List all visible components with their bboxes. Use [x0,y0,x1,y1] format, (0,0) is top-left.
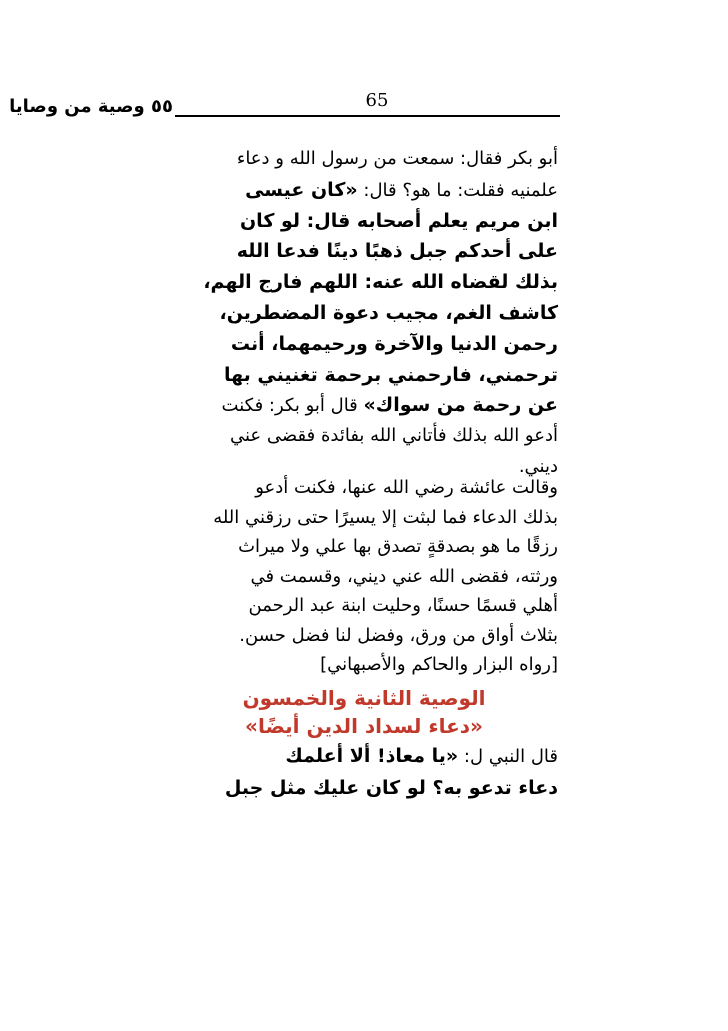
bold-text: «كان عيسى [245,178,358,201]
text-line: وقالت عائشة رضي الله عنها، فكنت أدعو [255,477,558,498]
bold-text: كاشف الغم، مجيب دعوة المضطرين، [219,301,558,324]
text-line [170,175,558,206]
bold-text: ابن مريم يعلم أصحابه قال: لو كان [239,209,558,232]
text-line: أهلي قسمًا حسنًا، وحليت ابنة عبد الرحمن [248,595,558,616]
text-span: قال النبي ل: [458,746,558,767]
bold-text: رحمن الدنيا والآخرة ورحيمهما، أنت [230,332,558,355]
section-heading: الوصية الثانية والخمسون [242,686,486,710]
text-span: علمنيه فقلت: ما هو؟ قال: [357,179,558,201]
bold-text: بذلك لقضاه الله عنه: اللهم فارج الهم، [203,271,558,294]
text-block-2 [170,473,558,680]
text-line: بثلاث أواق من ورق، وفضل لنا فضل حسن. [239,624,558,646]
text-line [170,298,558,329]
text-line: رزقًا ما هو بصدقةٍ تصدق بها علي ولا ميراث [238,536,558,557]
bold-text: على أحدكم جبل ذهبًا دينًا فدعا الله [236,240,558,263]
header-rule [175,115,560,117]
bold-text: «يا معاذ! ألا أعلمك [285,745,459,767]
page-number: 65 [365,90,389,111]
page-header [0,93,560,121]
header-title: ٥٥ وصية من وصايا [9,96,173,117]
text-line [170,329,558,360]
text-line: بذلك الدعاء فما لبثت إلا يسيرًا حتى رزقني الله [213,506,558,528]
text-line: ورثته، فقضى الله عني ديني، وقسمت في [250,565,558,587]
bold-text: دعاء تدعو به؟ لو كان عليك مثل جبل [224,777,558,799]
text-line [170,390,558,421]
text-line [170,144,558,175]
text-line [170,772,558,804]
text-span: أدعو الله بذلك فأتاني الله بفائدة فقضى عني [230,425,558,447]
text-line [170,360,558,391]
text-line [170,421,558,452]
text-span: ديني. [518,455,558,477]
bold-text: عن رحمة من سواك» [363,394,558,417]
text-span: قال أبو بكر: فكنت [221,395,364,417]
text-line [170,740,558,772]
bold-text: ترحمني، فارحمني برحمة تغنيني بها [223,363,558,386]
section-subheading: «دعاء لسداد الدين أيضًا» [245,714,483,738]
text-line [170,236,558,267]
text-block-3 [170,740,558,804]
text-span: أبو بكر فقال: سمعت من رسول الله و دعاء [236,148,558,169]
text-line [170,206,558,237]
text-line [170,267,558,298]
text-line: [رواه البزار والحاكم والأصبهاني] [320,654,558,675]
text-block-1 [170,144,558,483]
